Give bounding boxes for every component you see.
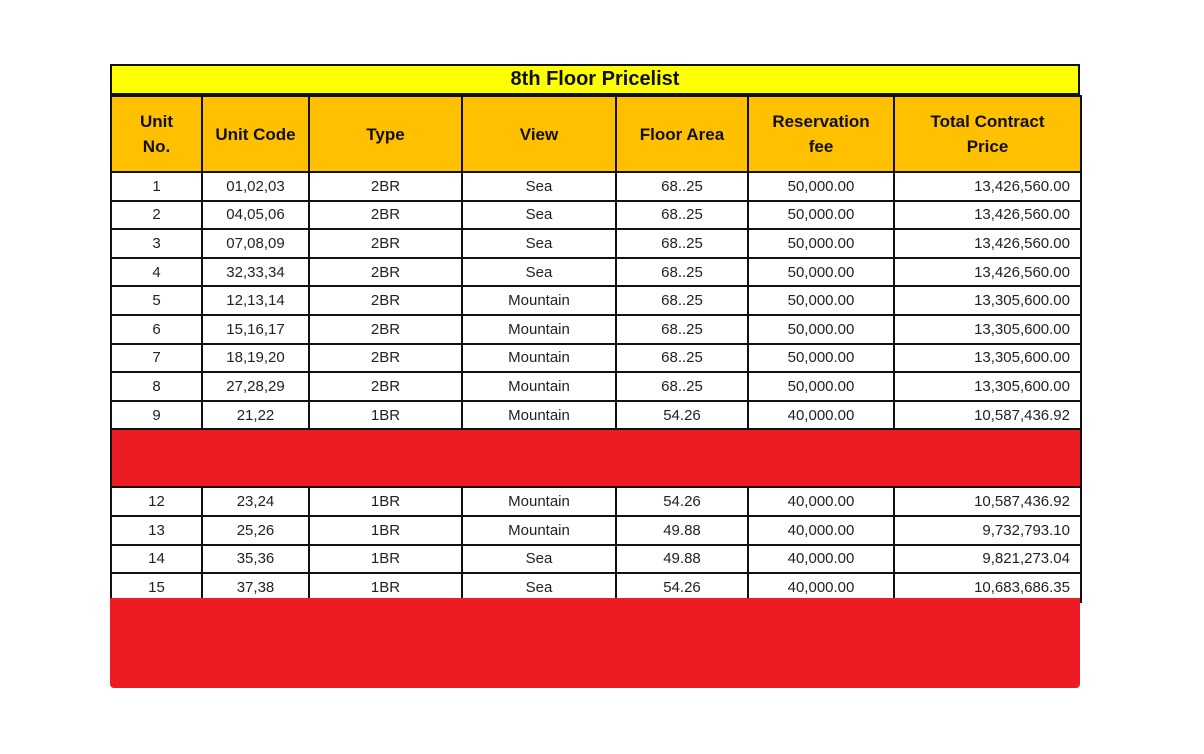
cell-floor-area: 68..25 (616, 372, 748, 401)
cell-type: 2BR (309, 201, 462, 230)
cell-total-contract-price: 13,305,600.00 (894, 372, 1081, 401)
cell-unit-no: 8 (111, 372, 202, 401)
cell-unit-code: 23,24 (202, 487, 309, 516)
cell-view: Mountain (462, 487, 616, 516)
cell-unit-no: 5 (111, 286, 202, 315)
cell-floor-area: 68..25 (616, 172, 748, 201)
cell-type: 2BR (309, 344, 462, 373)
table-row (111, 229, 1081, 258)
cell-floor-area: 68..25 (616, 344, 748, 373)
cell-type: 2BR (309, 286, 462, 315)
cell-unit-code: 32,33,34 (202, 258, 309, 287)
cell-floor-area: 68..25 (616, 229, 748, 258)
cell-floor-area: 68..25 (616, 258, 748, 287)
cell-type: 1BR (309, 545, 462, 574)
cell-type: 2BR (309, 172, 462, 201)
cell-unit-no: 12 (111, 487, 202, 516)
cell-total-contract-price: 13,305,600.00 (894, 315, 1081, 344)
table-row (111, 401, 1081, 430)
cell-view: Sea (462, 172, 616, 201)
header-row (111, 96, 1081, 172)
cell-floor-area: 54.26 (616, 573, 748, 602)
table-row (111, 516, 1081, 545)
cell-reservation-fee: 50,000.00 (748, 286, 894, 315)
cell-total-contract-price: 10,587,436.92 (894, 487, 1081, 516)
cell-unit-no: 6 (111, 315, 202, 344)
cell-view: Mountain (462, 401, 616, 430)
redaction-footer (110, 598, 1080, 688)
cell-total-contract-price: 13,426,560.00 (894, 258, 1081, 287)
cell-view: Sea (462, 545, 616, 574)
cell-reservation-fee: 40,000.00 (748, 516, 894, 545)
cell-unit-code: 04,05,06 (202, 201, 309, 230)
cell-unit-no: 9 (111, 401, 202, 430)
cell-total-contract-price: 10,683,686.35 (894, 573, 1081, 602)
cell-view: Mountain (462, 315, 616, 344)
cell-view: Sea (462, 229, 616, 258)
cell-type: 1BR (309, 401, 462, 430)
cell-unit-code: 18,19,20 (202, 344, 309, 373)
cell-unit-code: 07,08,09 (202, 229, 309, 258)
table-row (111, 201, 1081, 230)
cell-type: 2BR (309, 258, 462, 287)
table-row (111, 545, 1081, 574)
cell-view: Mountain (462, 516, 616, 545)
cell-unit-no: 1 (111, 172, 202, 201)
cell-reservation-fee: 50,000.00 (748, 258, 894, 287)
cell-reservation-fee: 40,000.00 (748, 401, 894, 430)
cell-total-contract-price: 13,305,600.00 (894, 286, 1081, 315)
table-body-bottom (111, 487, 1081, 601)
cell-type: 1BR (309, 516, 462, 545)
cell-unit-code: 25,26 (202, 516, 309, 545)
cell-reservation-fee: 50,000.00 (748, 172, 894, 201)
cell-view: Sea (462, 573, 616, 602)
header-unit-code: Unit Code (202, 96, 309, 172)
cell-view: Sea (462, 258, 616, 287)
cell-unit-code: 15,16,17 (202, 315, 309, 344)
cell-unit-no: 2 (111, 201, 202, 230)
cell-type: 1BR (309, 487, 462, 516)
cell-unit-code: 37,38 (202, 573, 309, 602)
cell-unit-code: 35,36 (202, 545, 309, 574)
header-unit-no: Unit No. (111, 96, 202, 172)
cell-unit-code: 01,02,03 (202, 172, 309, 201)
cell-floor-area: 68..25 (616, 315, 748, 344)
header-floor-area: Floor Area (616, 96, 748, 172)
cell-type: 2BR (309, 229, 462, 258)
cell-unit-code: 27,28,29 (202, 372, 309, 401)
redaction-band (111, 429, 1081, 487)
cell-view: Mountain (462, 372, 616, 401)
cell-unit-no: 3 (111, 229, 202, 258)
header-total-contract-price: Total Contract Price (894, 96, 1081, 172)
cell-floor-area: 54.26 (616, 401, 748, 430)
cell-view: Sea (462, 201, 616, 230)
cell-floor-area: 49.88 (616, 545, 748, 574)
cell-total-contract-price: 13,426,560.00 (894, 172, 1081, 201)
table-row (111, 372, 1081, 401)
cell-total-contract-price: 9,821,273.04 (894, 545, 1081, 574)
cell-reservation-fee: 50,000.00 (748, 229, 894, 258)
cell-total-contract-price: 13,305,600.00 (894, 344, 1081, 373)
cell-unit-code: 12,13,14 (202, 286, 309, 315)
cell-floor-area: 68..25 (616, 201, 748, 230)
cell-total-contract-price: 13,426,560.00 (894, 229, 1081, 258)
table-row (111, 315, 1081, 344)
table-row (111, 344, 1081, 373)
cell-type: 2BR (309, 372, 462, 401)
cell-type: 2BR (309, 315, 462, 344)
table-row (111, 258, 1081, 287)
pricelist-table (110, 95, 1082, 603)
pricelist-sheet (110, 64, 1080, 603)
table-body-top (111, 172, 1081, 429)
cell-floor-area: 54.26 (616, 487, 748, 516)
table-row (111, 286, 1081, 315)
cell-reservation-fee: 40,000.00 (748, 487, 894, 516)
table-row (111, 172, 1081, 201)
cell-unit-no: 7 (111, 344, 202, 373)
cell-reservation-fee: 40,000.00 (748, 573, 894, 602)
header-reservation-fee: Reservation fee (748, 96, 894, 172)
cell-reservation-fee: 50,000.00 (748, 344, 894, 373)
cell-unit-no: 13 (111, 516, 202, 545)
cell-reservation-fee: 50,000.00 (748, 372, 894, 401)
cell-view: Mountain (462, 344, 616, 373)
cell-reservation-fee: 50,000.00 (748, 315, 894, 344)
cell-unit-code: 21,22 (202, 401, 309, 430)
cell-unit-no: 14 (111, 545, 202, 574)
header-view: View (462, 96, 616, 172)
cell-reservation-fee: 40,000.00 (748, 545, 894, 574)
cell-floor-area: 49.88 (616, 516, 748, 545)
pricelist-title: 8th Floor Pricelist (110, 64, 1080, 95)
cell-total-contract-price: 9,732,793.10 (894, 516, 1081, 545)
cell-type: 1BR (309, 573, 462, 602)
cell-reservation-fee: 50,000.00 (748, 201, 894, 230)
header-type: Type (309, 96, 462, 172)
cell-unit-no: 15 (111, 573, 202, 602)
cell-view: Mountain (462, 286, 616, 315)
cell-total-contract-price: 13,426,560.00 (894, 201, 1081, 230)
redacted-rows (111, 429, 1081, 487)
cell-floor-area: 68..25 (616, 286, 748, 315)
cell-total-contract-price: 10,587,436.92 (894, 401, 1081, 430)
cell-unit-no: 4 (111, 258, 202, 287)
table-row (111, 487, 1081, 516)
